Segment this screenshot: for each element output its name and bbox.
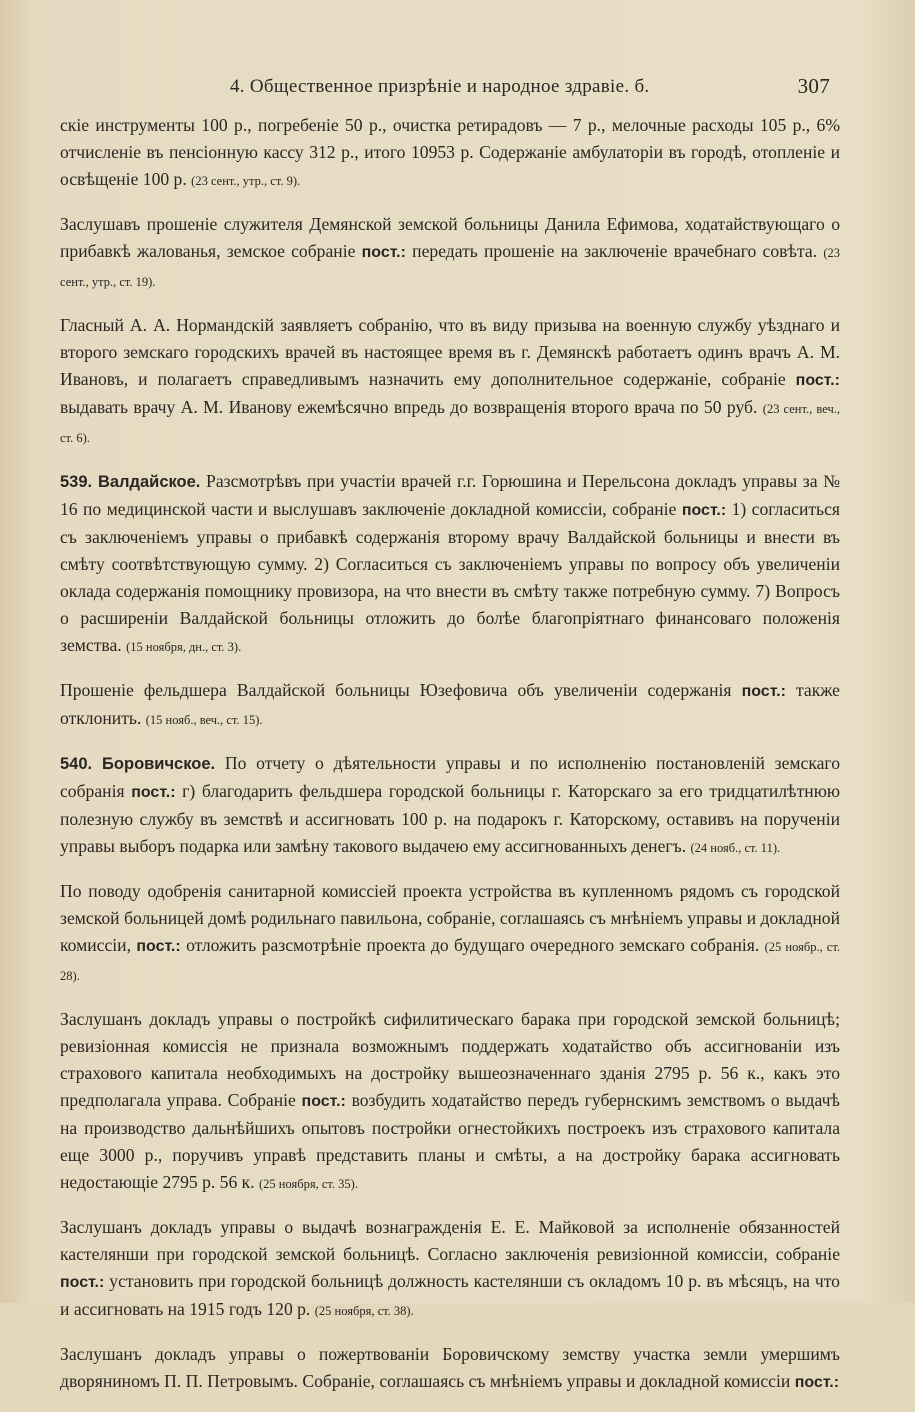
section-540: 540. Боровичское. По отчету о дѣятельности управы и по исполненію постановленій земскаго собранія пост.: г) благодарить фельдшера городской больницы г. Каторскаго за его тридцатилѣтнюю полезную службу въ земствѣ и ассигновать 100 р. на подарокъ г. Каторскому, оставивъ на порученіи управы выборъ подарка или замѣну такового выдачею ему ассигнованныхъ денегъ. (24 нояб., ст. 11).	[60, 753, 841, 856]
header-title: 4. Общественное призрѣніе и народное здравіе. б.	[230, 76, 650, 97]
citation: (24 нояб., ст. 11).	[690, 841, 781, 855]
citation: (15 ноября, дн., ст. 3).	[126, 640, 242, 654]
resolution-mark: пост.:	[136, 938, 181, 955]
citation: (23 сент., утр., ст. 9).	[191, 174, 301, 188]
citation: (25 ноября, ст. 35).	[259, 1177, 358, 1191]
citation: (25 ноябр., ст. 28).	[60, 940, 840, 983]
paragraph-9: Заслушанъ докладъ управы о выдачѣ вознагражденія Е. Е. Майковой за исполненіе обязанностей кастелянши при городской земской больницѣ. Согласно заключенія ревизіонной комиссіи, собраніе пост.: установить при городской больницѣ должность кастелянши съ окладомъ 10 р. въ мѣсяцъ, на что и ассигновать на 1915 годъ 120 р. (25 ноября, ст. 38).	[60, 1217, 840, 1319]
resolution-mark: пост.:	[301, 1093, 346, 1110]
citation: (23 сент., веч., ст. 6).	[60, 402, 840, 445]
resolution-mark: пост.:	[361, 244, 406, 261]
section-heading: 539. Валдайское.	[60, 473, 201, 491]
section-heading: 540. Боровичское.	[60, 755, 216, 773]
page-number: 307	[797, 74, 830, 98]
running-header	[60, 72, 840, 102]
paragraph-7: По поводу одобренія санитарной комиссіей проекта устройства въ купленномъ рядомъ съ городской земской больницей домѣ родильнаго павильона, собраніе, соглашаясь съ мнѣніемъ управы и докладной комиссіи, пост.: отложить разсмотрѣніе проекта до будущаго очередного земскаго собранія. (25 ноябр., ст. 28).	[60, 881, 840, 983]
resolution-mark: пост.:	[131, 784, 176, 801]
paragraph-5: Прошеніе фельдшера Валдайской больницы Юзефовича объ увеличеніи содержанія пост.: также отклонить. (15 нояб., веч., ст. 15).	[60, 680, 840, 728]
section-539: 539. Валдайское. Разсмотрѣвъ при участіи врачей г.г. Горюшина и Перельсона докладъ управы за № 16 по медицинской части и выслушавъ заключеніе докладной комиссіи, собраніе пост.: 1) согласиться съ заключеніемъ управы о прибавкѣ содержанія второму врачу Валдайской больницы и внести въ смѣту соотвѣтствующую сумму. 2) Согласиться съ заключеніемъ управы по вопросу объ увеличеніи оклада содержанія помощнику провизора, на что внести въ смѣту также потребную сумму. 7) Вопросъ о расширеніи Валдайской больницы отложить до болѣе благопріятнаго финансоваго положенія земства. (15 ноября, дн., ст. 3).	[60, 471, 840, 655]
paragraph-3: Гласный А. А. Нормандскій заявляетъ собранію, что въ виду призыва на военную службу уѣзднаго и второго земскаго городскихъ врачей въ настоящее время въ г. Демянскѣ работаетъ одинъ врачъ А. М. Ивановъ, и полагаетъ справедливымъ назначить ему дополнительное содержаніе, собраніе пост.: выдавать врачу А. М. Иванову ежемѣсячно впредь до возвращенія второго врача по 50 руб. (23 сент., веч., ст. 6).	[60, 315, 840, 445]
paragraph-8: Заслушанъ докладъ управы о постройкѣ сифилитическаго барака при городской земской больницѣ; ревизіонная комиссія не признала возможнымъ поддержать ходатайство объ ассигнованіи изъ страхового капитала необходимыхъ на достройку вышеозначеннаго зданія 2795 р. 56 к., какъ это предполагала управа. Собраніе пост.: возбудить ходатайство передъ губернскимъ земствомъ о выдачѣ на производство дальнѣйшихъ опытовъ постройки огнестойкихъ построекъ изъ страхового капитала еще 3000 р., поручивъ управѣ представить планы и смѣты, а на достройку барака ассигновать недостающіе 2795 р. 56 к. (25 ноября, ст. 35).	[60, 1009, 840, 1192]
paragraph-2: Заслушавъ прошеніе служителя Демянской земской больницы Данила Ефимова, ходатайствующаго о прибавкѣ жалованья, земское собраніе пост.: передать прошеніе на заключеніе врачебнаго совѣта. (23 сент., утр., ст. 19).	[60, 214, 840, 289]
resolution-mark: пост.:	[681, 502, 727, 519]
citation: (23 сент., утр., ст. 19).	[60, 246, 840, 289]
citation: (25 ноября, ст. 38).	[314, 1304, 414, 1318]
resolution-mark: пост.:	[794, 1374, 840, 1391]
body-text	[60, 112, 840, 1412]
paragraph-1: скіе инструменты 100 р., погребеніе 50 р., очистка ретирадовъ — 7 р., мелочные расходы 105 р., 6% отчисленіе въ пенсіонную кассу 312 р., итого 10953 р. Содержаніе амбулаторіи въ городѣ, отопленіе и освѣщеніе 100 р. (23 сент., утр., ст. 9).	[60, 115, 840, 189]
resolution-mark: пост.:	[60, 1274, 105, 1291]
paragraph-10: Заслушанъ докладъ управы о пожертвованіи Боровичскому земству участка земли умершимъ дворяниномъ П. П. Петровымъ. Собраніе, соглашаясь съ мнѣніемъ управы и докладной комиссіи пост.:	[60, 1344, 840, 1391]
resolution-mark: пост.:	[741, 683, 786, 700]
citation: (15 нояб., веч., ст. 15).	[145, 713, 263, 727]
resolution-mark: пост.:	[795, 372, 840, 389]
